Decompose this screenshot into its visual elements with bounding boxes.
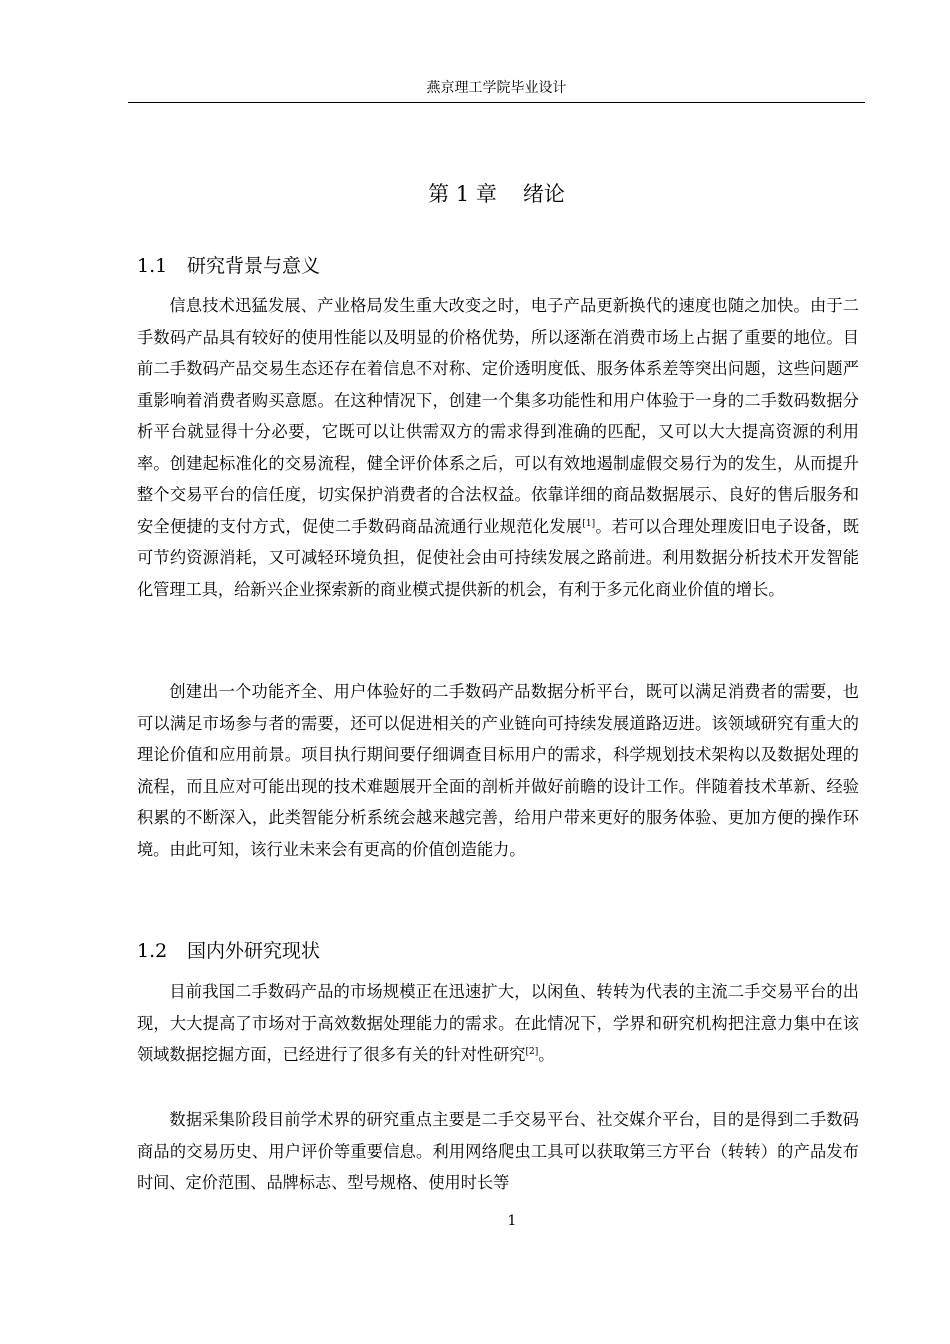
paragraph-text: 。 [538, 1045, 555, 1064]
paragraph-status-2 [137, 1104, 859, 1199]
section-number: 1.2 [137, 940, 168, 962]
paragraph-text: 。若可以合理处理废旧电子设备，既可节约资源消耗，又可减轻环境负担，促使社会由可持续发展之路前进。利用数据分析技术开发智能化管理工具，给新兴企业探索新的商业模式提供新的机会，有利于多元化商业价值的增长。 [137, 516, 859, 599]
paragraph-text: 创建出一个功能齐全、用户体验好的二手数码产品数据分析平台，既可以满足消费者的需要，也可以满足市场参与者的需要，还可以促进相关的产业链向可持续发展道路迈进。该领域研究有重大的理论价值和应用前景。项目执行期间要仔细调查目标用户的需求，科学规划技术架构以及数据处理的流程，而且应对可能出现的技术难题展开全面的剖析并做好前瞻的设计工作。伴随着技术革新、经验积累的不断深入，此类智能分析系统会越来越完善，给用户带来更好的服务体验、更加方便的操作环境。由此可知，该行业未来会有更高的价值创造能力。 [137, 682, 859, 859]
chapter-title [128, 178, 865, 210]
header-rule [128, 102, 865, 103]
paragraph-background-1 [137, 290, 859, 605]
paragraph-text: 目前我国二手数码产品的市场规模正在迅速扩大，以闲鱼、转转为代表的主流二手交易平台的出现，大大提高了市场对于高效数据处理能力的需求。在此情况下，学界和研究机构把注意力集中在该领域数据挖掘方面，已经进行了很多有关的针对性研究 [137, 982, 859, 1064]
paragraph-text: 信息技术迅猛发展、产业格局发生重大改变之时，电子产品更新换代的速度也随之加快。由于二手数码产品具有较好的使用性能以及明显的价格优势，所以逐渐在消费市场上占据了重要的地位。目前二手数码产品交易生态还存在着信息不对称、定价透明度低、服务体系差等突出问题，这些问题严重影响着消费者购买意愿。在这种情况下，创建一个集多功能性和用户体验于一身的二手数码数据分析平台就显得十分必要，它既可以让供需双方的需求得到准确的匹配，又可以大大提高资源的利用率。创建起标准化的交易流程，健全评价体系之后，可以有效地遏制虚假交易行为的发生，从而提升整个交易平台的信任度，切实保护消费者的合法权益。依靠详细的商品数据展示、良好的售后服务和安全便捷的支付方式，促使二手数码商品流通行业规范化发展 [137, 296, 859, 536]
page-header: 燕京理工学院毕业设计 [426, 80, 567, 96]
section-number: 1.1 [137, 255, 168, 277]
section-title: 研究背景与意义 [187, 255, 321, 277]
section-heading-1-1 [137, 252, 320, 280]
paragraph-background-2 [137, 676, 859, 865]
chapter-name: 绪论 [522, 182, 565, 206]
page-number: 1 [507, 1213, 517, 1229]
paragraph-text: 数据采集阶段目前学术界的研究重点主要是二手交易平台、社交媒介平台，目的是得到二手数码商品的交易历史、用户评价等重要信息。利用网络爬虫工具可以获取第三方平台（转转）的产品发布时间、定价范围、品牌标志、型号规格、使用时长等 [137, 1110, 859, 1192]
citation-2[interactable]: [2] [525, 1047, 539, 1057]
section-title: 国内外研究现状 [187, 940, 321, 962]
section-heading-1-2 [137, 937, 320, 965]
paragraph-status-1 [137, 976, 859, 1071]
chapter-number: 第 1 章 [428, 182, 497, 206]
citation-1[interactable]: [1] [582, 518, 596, 529]
